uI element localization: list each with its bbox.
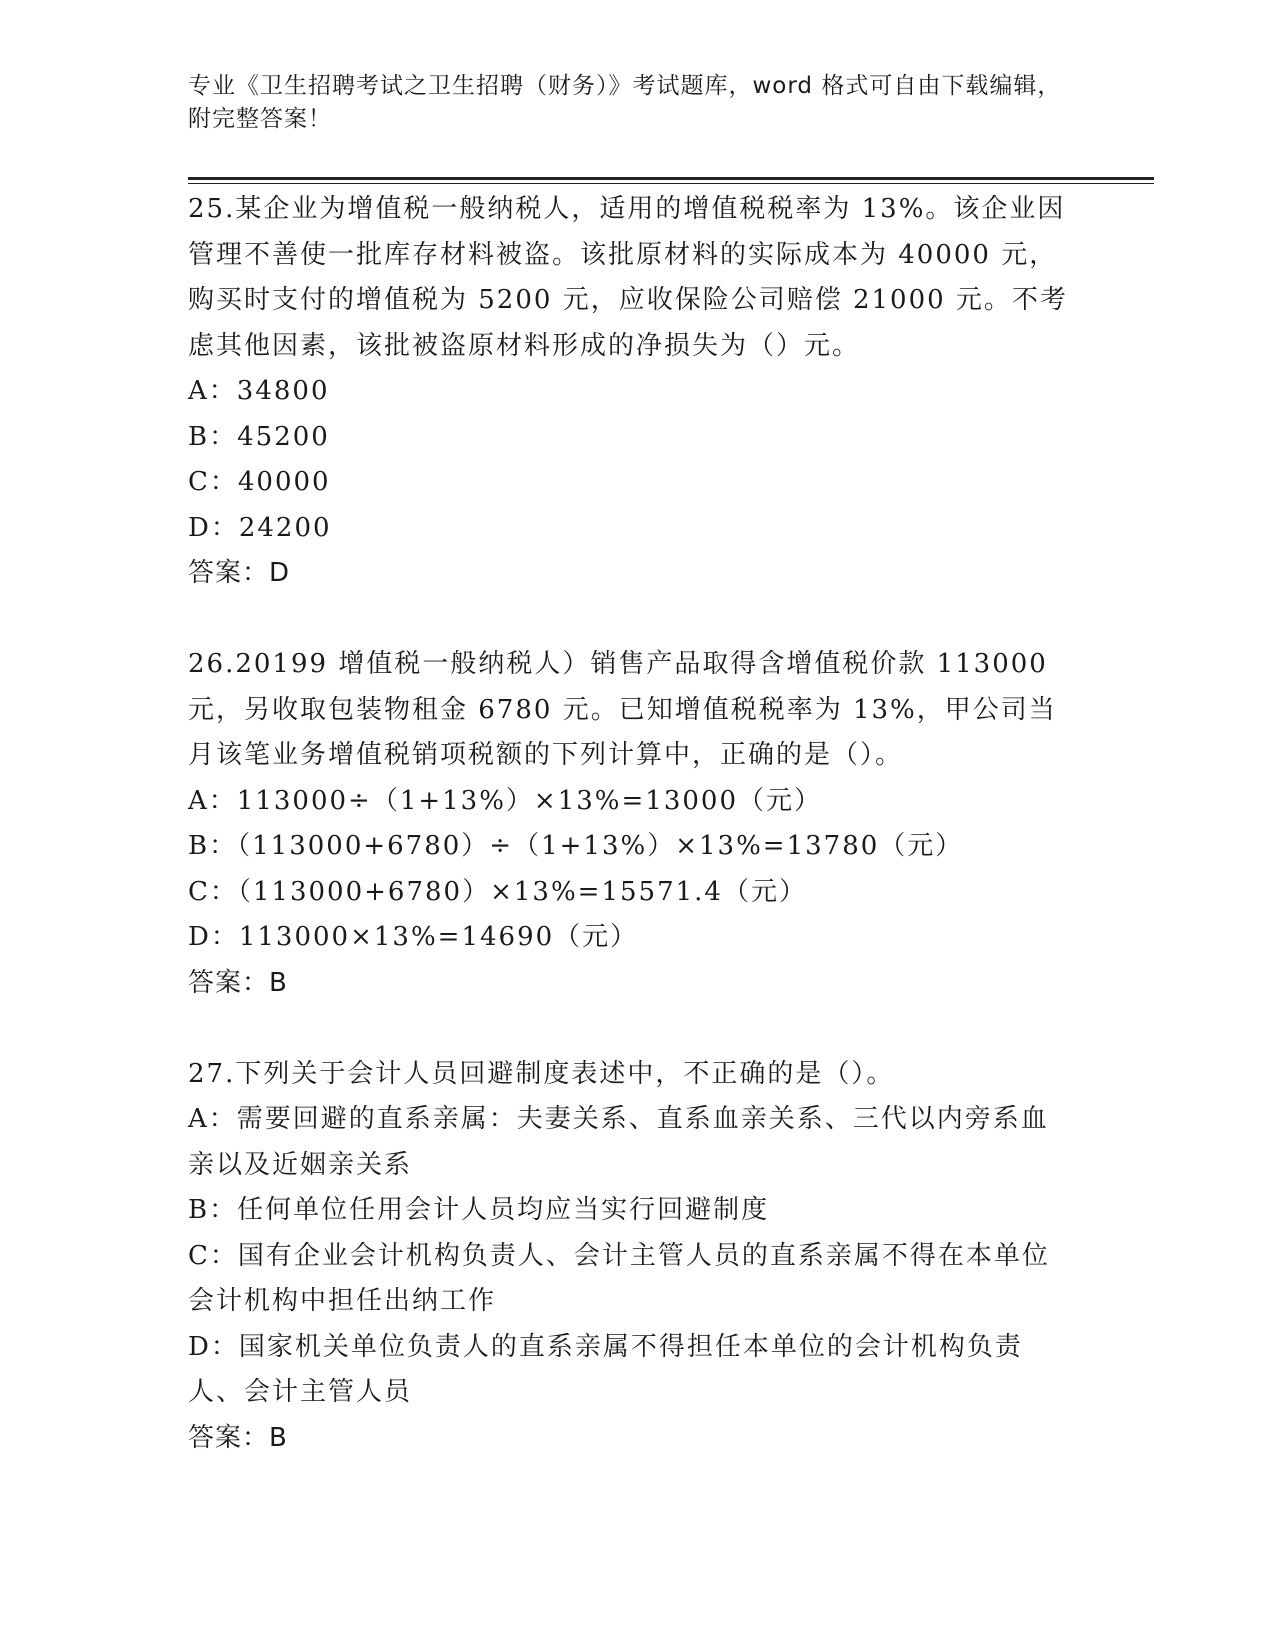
question-stem: 26.20199 增值税一般纳税人）销售产品取得含增值税价款 113000 元，另收取包装物租金 6780 元。已知增值税税率为 13%，甲公司当月该笔业务增值税销项税额的下列计算中，正确的是（）。 [188,649,1057,770]
answer-line: 答案：B [188,967,288,998]
option-a: A：113000÷（1+13%）×13%=13000（元） [188,785,822,816]
header-divider-thin [188,183,1154,184]
question-list [188,187,1068,1461]
answer-line: 答案：D [188,558,291,588]
option-d: D：国家机关单位负责人的直系亲属不得担任本单位的会计机构负责人、会计主管人员 [188,1331,1023,1407]
option-b: B：任何单位任用会计人员均应当实行回避制度 [188,1195,770,1225]
header-divider-thick [188,177,1154,180]
option-b: B：（113000+6780）÷（1+13%）×13%=13780（元） [188,831,964,861]
option-c: C：（113000+6780）×13%=15571.4（元） [188,876,807,907]
question-27 [188,1052,1068,1462]
option-c: C：40000 [188,467,331,497]
option-d: D：113000×13%=14690（元） [188,922,639,952]
option-a: A：需要回避的直系亲属：夫妻关系、直系血亲关系、三代以内旁系血亲以及近姻亲关系 [188,1104,1049,1180]
question-stem: 25.某企业为增值税一般纳税人，适用的增值税税率为 13%。该企业因管理不善使一批库存材料被盗。该批原材料的实际成本为 40000 元，购买时支付的增值税为 5200 元，应收保险公司赔偿 21000 元。不考虑其他因素，该批被盗原材料形成的净损失为（）元。 [188,194,1068,361]
document-header: 专业《卫生招聘考试之卫生招聘（财务）》考试题库，word 格式可自由下载编辑，附完整答案！ [188,73,1062,132]
answer-line: 答案：B [188,1422,288,1453]
question-26 [188,642,1068,1006]
option-b: B：45200 [188,421,330,452]
question-25 [188,187,1068,597]
option-c: C：国有企业会计机构负责人、会计主管人员的直系亲属不得在本单位会计机构中担任出纳工作 [188,1240,1050,1316]
option-a: A：34800 [188,376,330,406]
option-d: D：24200 [188,512,332,543]
question-stem: 27.下列关于会计人员回避制度表述中，不正确的是（）。 [188,1058,895,1089]
